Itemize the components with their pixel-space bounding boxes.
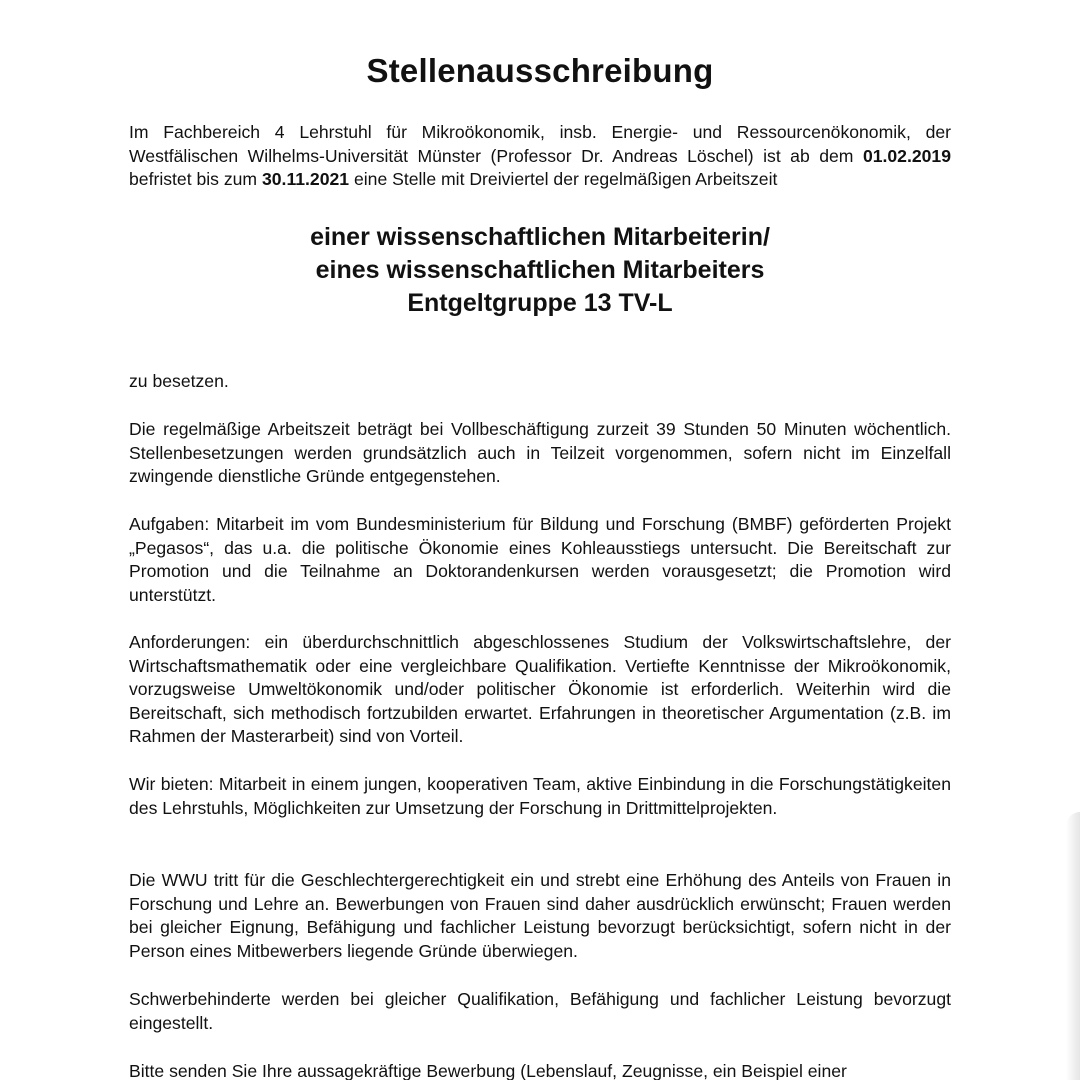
besetzen-paragraph: zu besetzen. xyxy=(129,371,229,391)
schwerbehinderte-paragraph: Schwerbehinderte werden bei gleicher Qualifikation, Befähigung und fachlicher Leistung bevorzugt eingestellt. xyxy=(129,989,951,1033)
arbeitszeit-paragraph: Die regelmäßige Arbeitszeit beträgt bei Vollbeschäftigung zurzeit 39 Stunden 50 Minuten wöchentlich. Stellenbesetzungen werden grundsätzlich auch in Teilzeit vorgenommen, sofern nicht im Einzelfall zwingende dienstliche Gründe entgegenstehen. xyxy=(129,419,951,486)
position-title-line-1: einer wissenschaftlichen Mitarbeiterin/ xyxy=(310,223,770,251)
intro-text-before: Im Fachbereich 4 Lehrstuhl für Mikroökonomik, insb. Energie- und Ressourcenökonomik, der Westfälischen Wilhelms-Universität Münster (Professor Dr. Andreas Löschel) ist ab dem xyxy=(129,122,951,166)
end-date: 30.11.2021 xyxy=(261,169,350,189)
document-title: Stellenausschreibung xyxy=(366,52,714,89)
intro-text-after: eine Stelle mit Dreiviertel der regelmäßigen Arbeitszeit xyxy=(349,169,778,189)
gleichstellung-paragraph: Die WWU tritt für die Geschlechtergerechtigkeit ein und strebt eine Erhöhung des Anteils von Frauen in Forschung und Lehre an. Bewerbungen von Frauen sind daher ausdrücklich erwünscht; Frauen werden bei gleicher Eignung, Befähigung und fachlicher Leistung bevorzugt berücksichtigt, sofern nicht in der Person eines Mitbewerbers liegende Gründe überwiegen. xyxy=(129,870,951,961)
anforderungen-paragraph: Anforderungen: ein überdurchschnittlich abgeschlossenes Studium der Volkswirtschaftslehre, der Wirtschaftsmathematik oder eine vergleichbare Qualifikation. Vertiefte Kenntnisse der Mikroökonomik, vorzugsweise Umweltökonomik und/oder politischer Ökonomie ist erforderlich. Weiterhin wird die Bereitschaft, sich methodisch fortzubilden erwartet. Erfahrungen in theoretischer Argumentation (z.B. im Rahmen der Masterarbeit) sind von Vorteil. xyxy=(129,632,951,746)
intro-text-middle: befristet bis zum xyxy=(129,169,262,189)
wir-bieten-paragraph: Wir bieten: Mitarbeit in einem jungen, kooperativen Team, aktive Einbindung in die Forschungstätigkeiten des Lehrstuhls, Möglichkeiten zur Umsetzung der Forschung in Drittmittelprojekten. xyxy=(129,774,951,818)
position-title-line-2: eines wissenschaftlichen Mitarbeiters xyxy=(315,256,765,284)
intro-paragraph xyxy=(129,121,951,192)
page-edge-shadow xyxy=(1066,812,1080,1080)
position-title xyxy=(0,221,1080,320)
position-title-line-3: Entgeltgruppe 13 TV-L xyxy=(407,289,673,317)
start-date: 01.02.2019 xyxy=(862,145,951,166)
aufgaben-paragraph: Aufgaben: Mitarbeit im vom Bundesministerium für Bildung und Forschung (BMBF) geförderten Projekt „Pegasos“, das u.a. die politische Ökonomie eines Kohleausstiegs untersucht. Die Bereitschaft zur Promotion und die Teilnahme an Doktorandenkursen werden vorausgesetzt; die Promotion wird unterstützt. xyxy=(129,514,951,605)
bewerbung-paragraph: Bitte senden Sie Ihre aussagekräftige Bewerbung (Lebenslauf, Zeugnisse, ein Beispiel einer xyxy=(129,1061,847,1080)
